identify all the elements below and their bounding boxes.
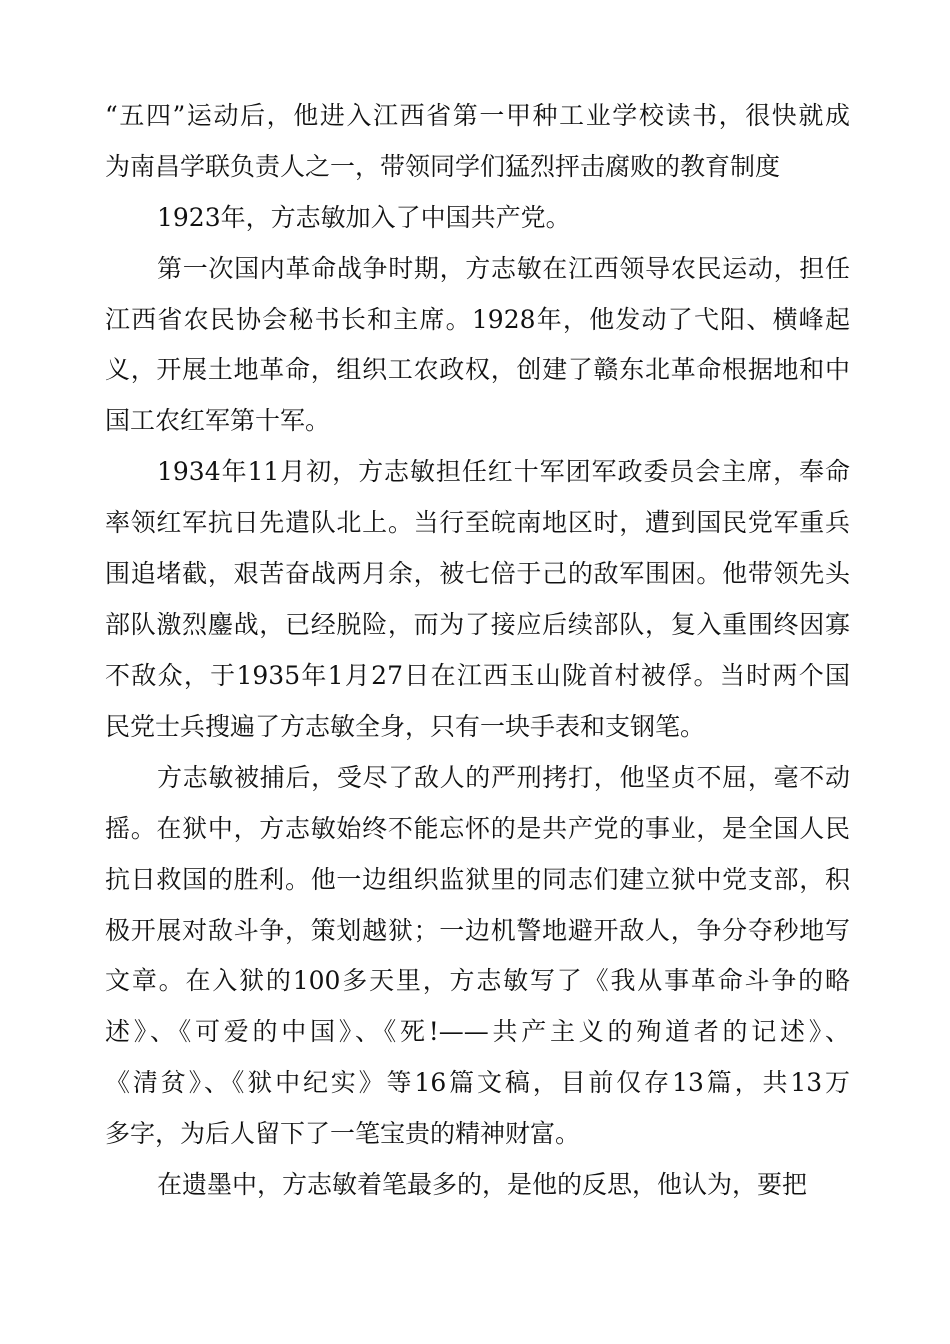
text-line: 述》、《可爱的中国》、《死!——共产主义的殉道者的记述》、 (105, 1017, 850, 1046)
text-line: 1934年11月初，方志敏担任红十军团军政委员会主席，奉命 (157, 457, 850, 486)
text-line: 文章。在入狱的100多天里，方志敏写了《我从事革命斗争的略 (105, 966, 850, 995)
text-line: 不敌众，于1935年1月27日在江西玉山陇首村被俘。当时两个国 (105, 661, 850, 690)
text-line: 方志敏被捕后，受尽了敌人的严刑拷打，他坚贞不屈，毫不动 (157, 763, 850, 792)
text-line: 率领红军抗日先遣队北上。当行至皖南地区时，遭到国民党军重兵 (105, 508, 850, 537)
text-line: 《清贫》、《狱中纪实》等16篇文稿，目前仅存13篇，共13万 (105, 1068, 850, 1097)
text-line: 义，开展土地革命，组织工农政权，创建了赣东北革命根据地和中 (105, 355, 850, 384)
text-line: “五四”运动后，他进入江西省第一甲种工业学校读书，很快就成 (105, 101, 850, 130)
text-line: 摇。在狱中，方志敏始终不能忘怀的是共产党的事业，是全国人民 (105, 814, 850, 843)
text-line: 第一次国内革命战争时期，方志敏在江西领导农民运动，担任 (157, 254, 850, 283)
text-line: 围追堵截，艰苦奋战两月余，被七倍于己的敌军围困。他带领先头 (105, 559, 850, 588)
text-line: 极开展对敌斗争，策划越狱；一边机警地避开敌人，争分夺秒地写 (105, 916, 850, 945)
text-line: 民党士兵搜遍了方志敏全身，只有一块手表和支钢笔。 (105, 712, 706, 741)
text-line: 为南昌学联负责人之一，带领同学们猛烈抨击腐败的教育制度 (105, 152, 781, 181)
text-line: 在遗墨中，方志敏着笔最多的，是他的反思，他认为，要把 (157, 1170, 808, 1199)
text-line: 1923年，方志敏加入了中国共产党。 (157, 203, 571, 232)
text-line: 部队激烈鏖战，已经脱险，而为了接应后续部队，复入重围终因寡 (105, 610, 850, 639)
text-line: 多字，为后人留下了一笔宝贵的精神财富。 (105, 1119, 581, 1148)
text-line: 抗日救国的胜利。他一边组织监狱里的同志们建立狱中党支部，积 (105, 865, 850, 894)
text-line: 国工农红军第十军。 (105, 406, 331, 435)
text-line: 江西省农民协会秘书长和主席。1928年，他发动了弋阳、横峰起 (105, 305, 850, 334)
